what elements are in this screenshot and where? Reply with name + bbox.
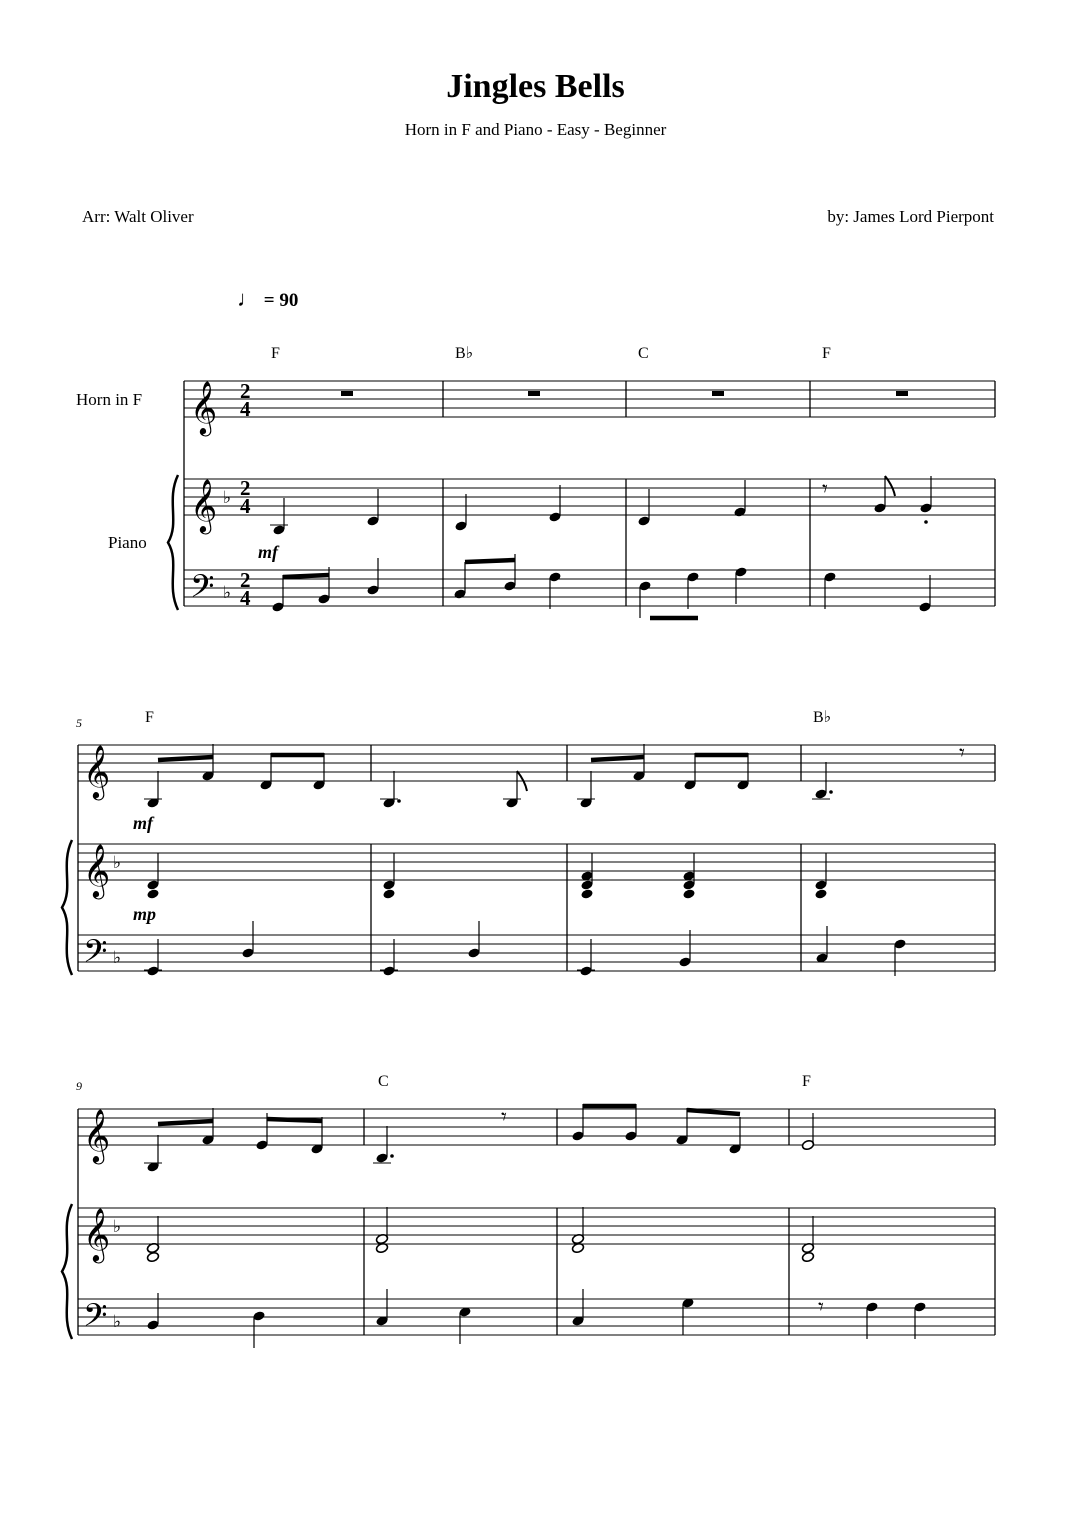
bass-clef-icon: 𝄢 xyxy=(83,935,108,977)
whole-rest xyxy=(896,391,908,396)
eighth-rest: 𝄾 xyxy=(959,740,965,765)
tempo-value: = 90 xyxy=(263,290,299,311)
bass-clef-icon: 𝄢 xyxy=(190,570,215,612)
notehead xyxy=(801,1251,814,1262)
key-flat: ♭ xyxy=(223,488,232,507)
eighth-rest: 𝄾 xyxy=(822,476,828,501)
time-sig-bottom: 4 xyxy=(240,397,251,421)
duration-dot xyxy=(390,1154,394,1158)
time-sig-bottom: 4 xyxy=(240,494,251,518)
measure-number-9: 9 xyxy=(76,1079,82,1093)
piano-brace xyxy=(62,1204,72,1339)
horn-label: Horn in F xyxy=(76,390,143,409)
key-flat: ♭ xyxy=(223,583,232,602)
dynamic-mf-horn: mf xyxy=(133,813,153,833)
note-beam xyxy=(465,560,515,562)
treble-clef-icon: 𝄞 xyxy=(83,1110,111,1161)
key-flat: ♭ xyxy=(113,1312,122,1331)
treble-clef-icon: 𝄞 xyxy=(190,382,218,433)
dynamic-mf-piano: mf xyxy=(258,542,278,562)
treble-clef-icon: 𝄞 xyxy=(83,1209,111,1260)
chord-symbol: C xyxy=(378,1073,389,1090)
chord-symbols xyxy=(145,345,831,1090)
time-sig-top: 2 xyxy=(240,379,251,403)
notehead xyxy=(682,888,695,899)
note-beam xyxy=(158,1121,213,1124)
time-sig-top: 2 xyxy=(240,476,251,500)
notehead xyxy=(580,888,593,899)
time-signatures xyxy=(240,379,251,610)
chord-symbol: F xyxy=(145,709,154,726)
whole-rest xyxy=(712,391,724,396)
quarter-note-icon: ♩ xyxy=(237,286,259,311)
measure-number-5: 5 xyxy=(76,716,82,730)
note-beam xyxy=(267,1119,322,1121)
chord-symbol: C xyxy=(638,345,649,362)
dynamic-mp-piano: mp xyxy=(133,904,157,924)
time-sig-top: 2 xyxy=(240,568,251,592)
notehead xyxy=(814,888,827,899)
eighth-rest: 𝄾 xyxy=(501,1104,507,1129)
score-subtitle: Horn in F and Piano - Easy - Beginner xyxy=(404,120,667,139)
key-flat: ♭ xyxy=(113,853,122,872)
key-flat: ♭ xyxy=(113,1217,122,1236)
notehead xyxy=(382,888,395,899)
staccato-dot xyxy=(924,520,928,524)
duration-dot xyxy=(397,799,401,803)
notehead xyxy=(146,1251,159,1262)
note-beam xyxy=(591,757,644,760)
composer-credit: by: James Lord Pierpont xyxy=(827,207,994,226)
chord-symbol: B♭ xyxy=(455,345,474,362)
eighth-rest: 𝄾 xyxy=(818,1294,824,1319)
chord-symbol: F xyxy=(271,345,280,362)
treble-clef-icon: 𝄞 xyxy=(83,746,111,797)
chord-symbol: B♭ xyxy=(813,709,832,726)
treble-clef-icon: 𝄞 xyxy=(83,845,111,896)
piano-label: Piano xyxy=(108,533,147,552)
notehead xyxy=(146,888,159,899)
whole-rest xyxy=(528,391,540,396)
piano-brace xyxy=(168,475,178,610)
piano-brace xyxy=(62,840,72,975)
music-notation xyxy=(62,381,995,1348)
bass-clef-icon: 𝄢 xyxy=(83,1299,108,1341)
arranger-credit: Arr: Walt Oliver xyxy=(82,207,194,226)
whole-rest xyxy=(341,391,353,396)
note-beam xyxy=(687,1110,740,1114)
duration-dot xyxy=(829,790,833,794)
note-beam xyxy=(158,757,213,760)
score-title: Jingles Bells xyxy=(446,68,625,105)
chord-symbol: F xyxy=(802,1073,811,1090)
time-sig-bottom: 4 xyxy=(240,586,251,610)
key-flat: ♭ xyxy=(113,948,122,967)
treble-clef-icon: 𝄞 xyxy=(190,480,218,531)
chord-symbol: F xyxy=(822,345,831,362)
note-beam xyxy=(283,575,329,577)
